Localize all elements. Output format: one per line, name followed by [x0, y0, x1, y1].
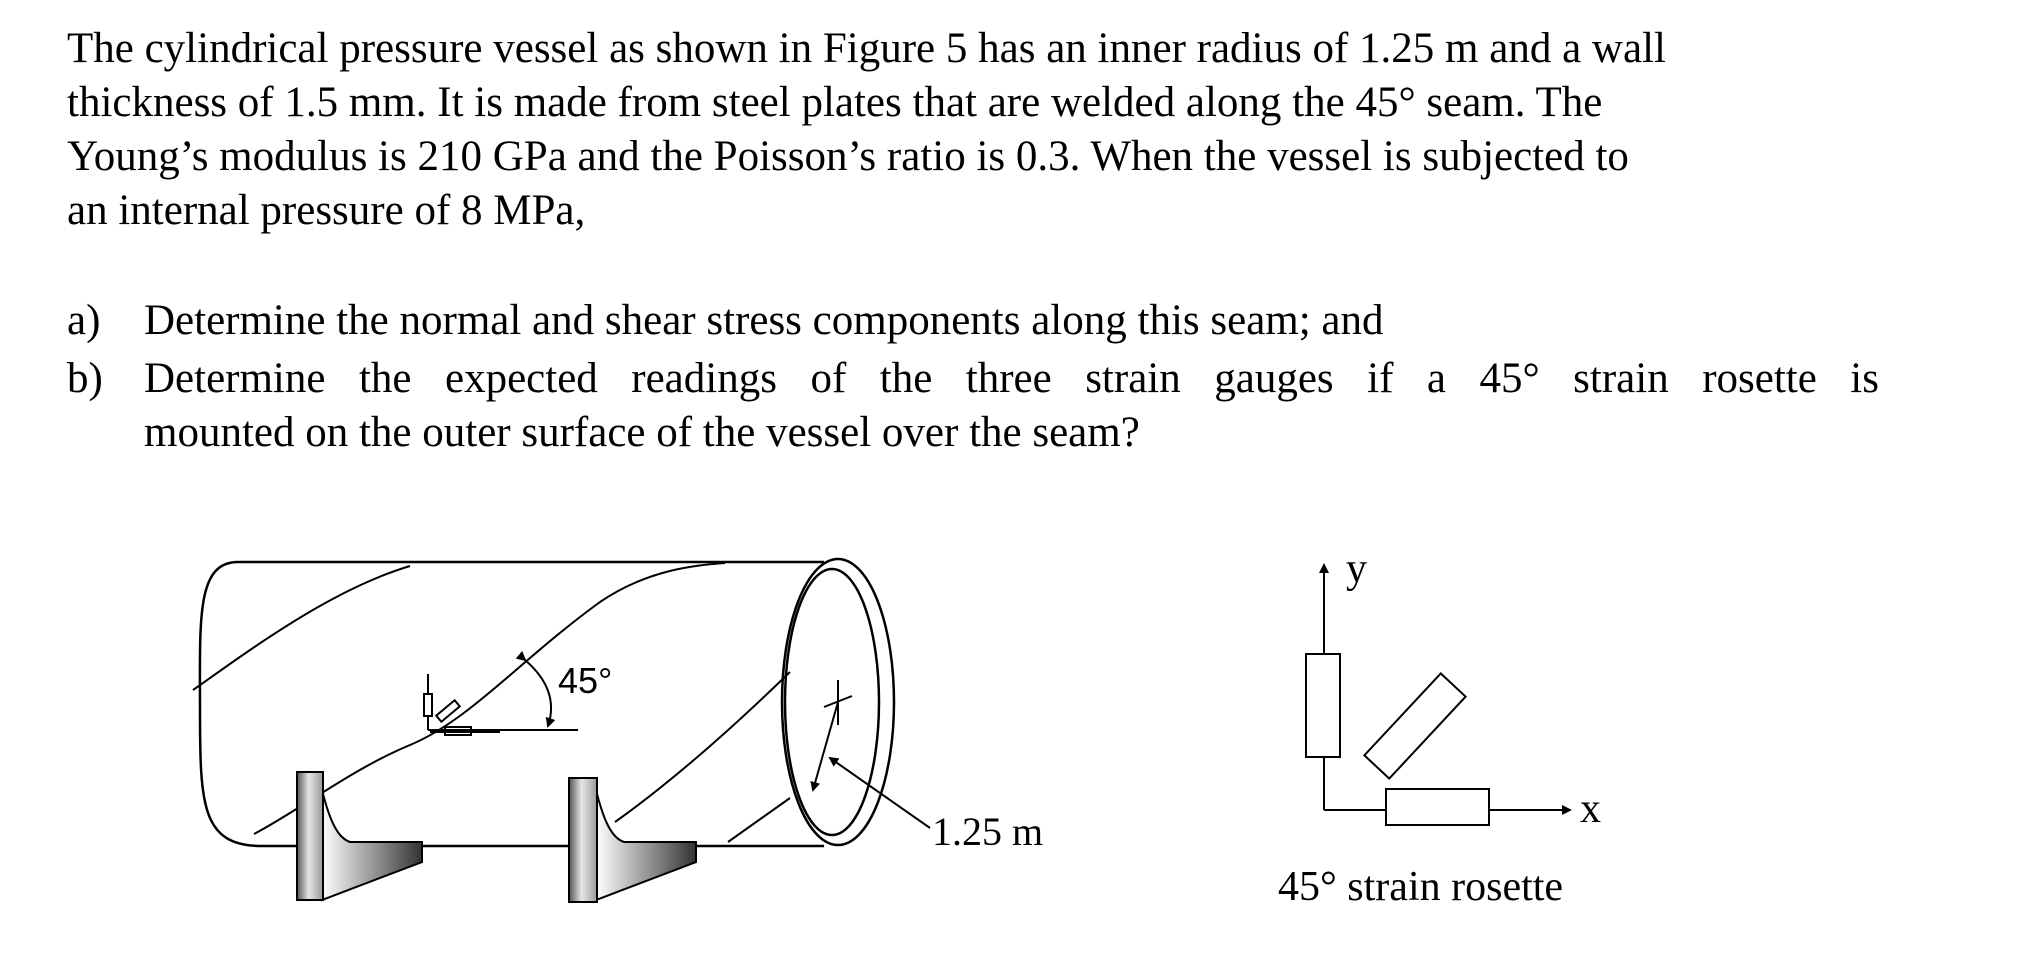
seam-curve: [615, 672, 790, 822]
problem-line-1: The cylindrical pressure vessel as shown in Figure 5 has an inner radius of 1.25 m and a wall: [67, 25, 1666, 72]
cylinder-end-inner: [785, 569, 879, 835]
rosette-caption: 45° strain rosette: [1278, 864, 1564, 910]
question-b-word: is: [1850, 355, 1879, 402]
rosette-diagram: [1306, 565, 1570, 825]
seam-curve: [193, 566, 410, 690]
question-b-word: gauges: [1214, 355, 1334, 402]
seam-curve: [728, 798, 790, 842]
radius-leader: [830, 758, 930, 828]
question-b-word: of: [810, 355, 847, 402]
angle-arc: [525, 660, 551, 726]
question-b-word: strain: [1573, 355, 1669, 402]
rosette-gauge-vertical: [1306, 654, 1340, 757]
support-right: [569, 778, 696, 902]
question-a-text: Determine the normal and shear stress components along this seam; and: [144, 297, 1384, 344]
question-b-word: strain: [1085, 355, 1181, 402]
angle-label: 45°: [558, 660, 613, 701]
support-foot: [596, 790, 696, 900]
question-b-word: a: [1426, 355, 1446, 402]
y-axis-label: y: [1346, 546, 1367, 592]
problem-line-3: Young’s modulus is 210 GPa and the Poisson’s ratio is 0.3. When the vessel is subjected to: [67, 133, 1629, 180]
question-b-word: the: [358, 355, 412, 402]
question-b-label: b): [67, 355, 103, 402]
question-b-word: if: [1367, 355, 1394, 402]
support-left: [297, 772, 422, 900]
x-axis-label: x: [1580, 786, 1601, 832]
support-post: [569, 778, 597, 902]
question-b-word: the: [879, 355, 933, 402]
question-b-word: readings: [631, 355, 777, 402]
problem-line-4: an internal pressure of 8 MPa,: [67, 187, 586, 234]
radius-label: 1.25 m: [932, 809, 1044, 854]
problem-line-2: thickness of 1.5 mm. It is made from steel plates that are welded along the 45° seam. The: [67, 79, 1603, 126]
rosette-gauge-diagonal: [1364, 673, 1465, 778]
radius-arrow: [813, 702, 838, 790]
question-b-word: three: [965, 355, 1052, 402]
question-b-line-2: mounted on the outer surface of the vessel over the seam?: [144, 409, 1140, 456]
support-foot: [322, 790, 422, 900]
question-a-label: a): [67, 297, 101, 344]
rosette-gauge-horizontal: [1386, 789, 1489, 825]
weld-seam-lines: [193, 563, 790, 842]
cylinder-outline: [200, 562, 824, 846]
gauge-vertical: [424, 694, 432, 716]
support-post: [297, 772, 323, 900]
question-b-word: 45°: [1479, 355, 1540, 402]
question-b-word: rosette: [1702, 355, 1817, 402]
question-b-word: expected: [445, 355, 598, 402]
question-b-word: Determine: [144, 355, 326, 402]
